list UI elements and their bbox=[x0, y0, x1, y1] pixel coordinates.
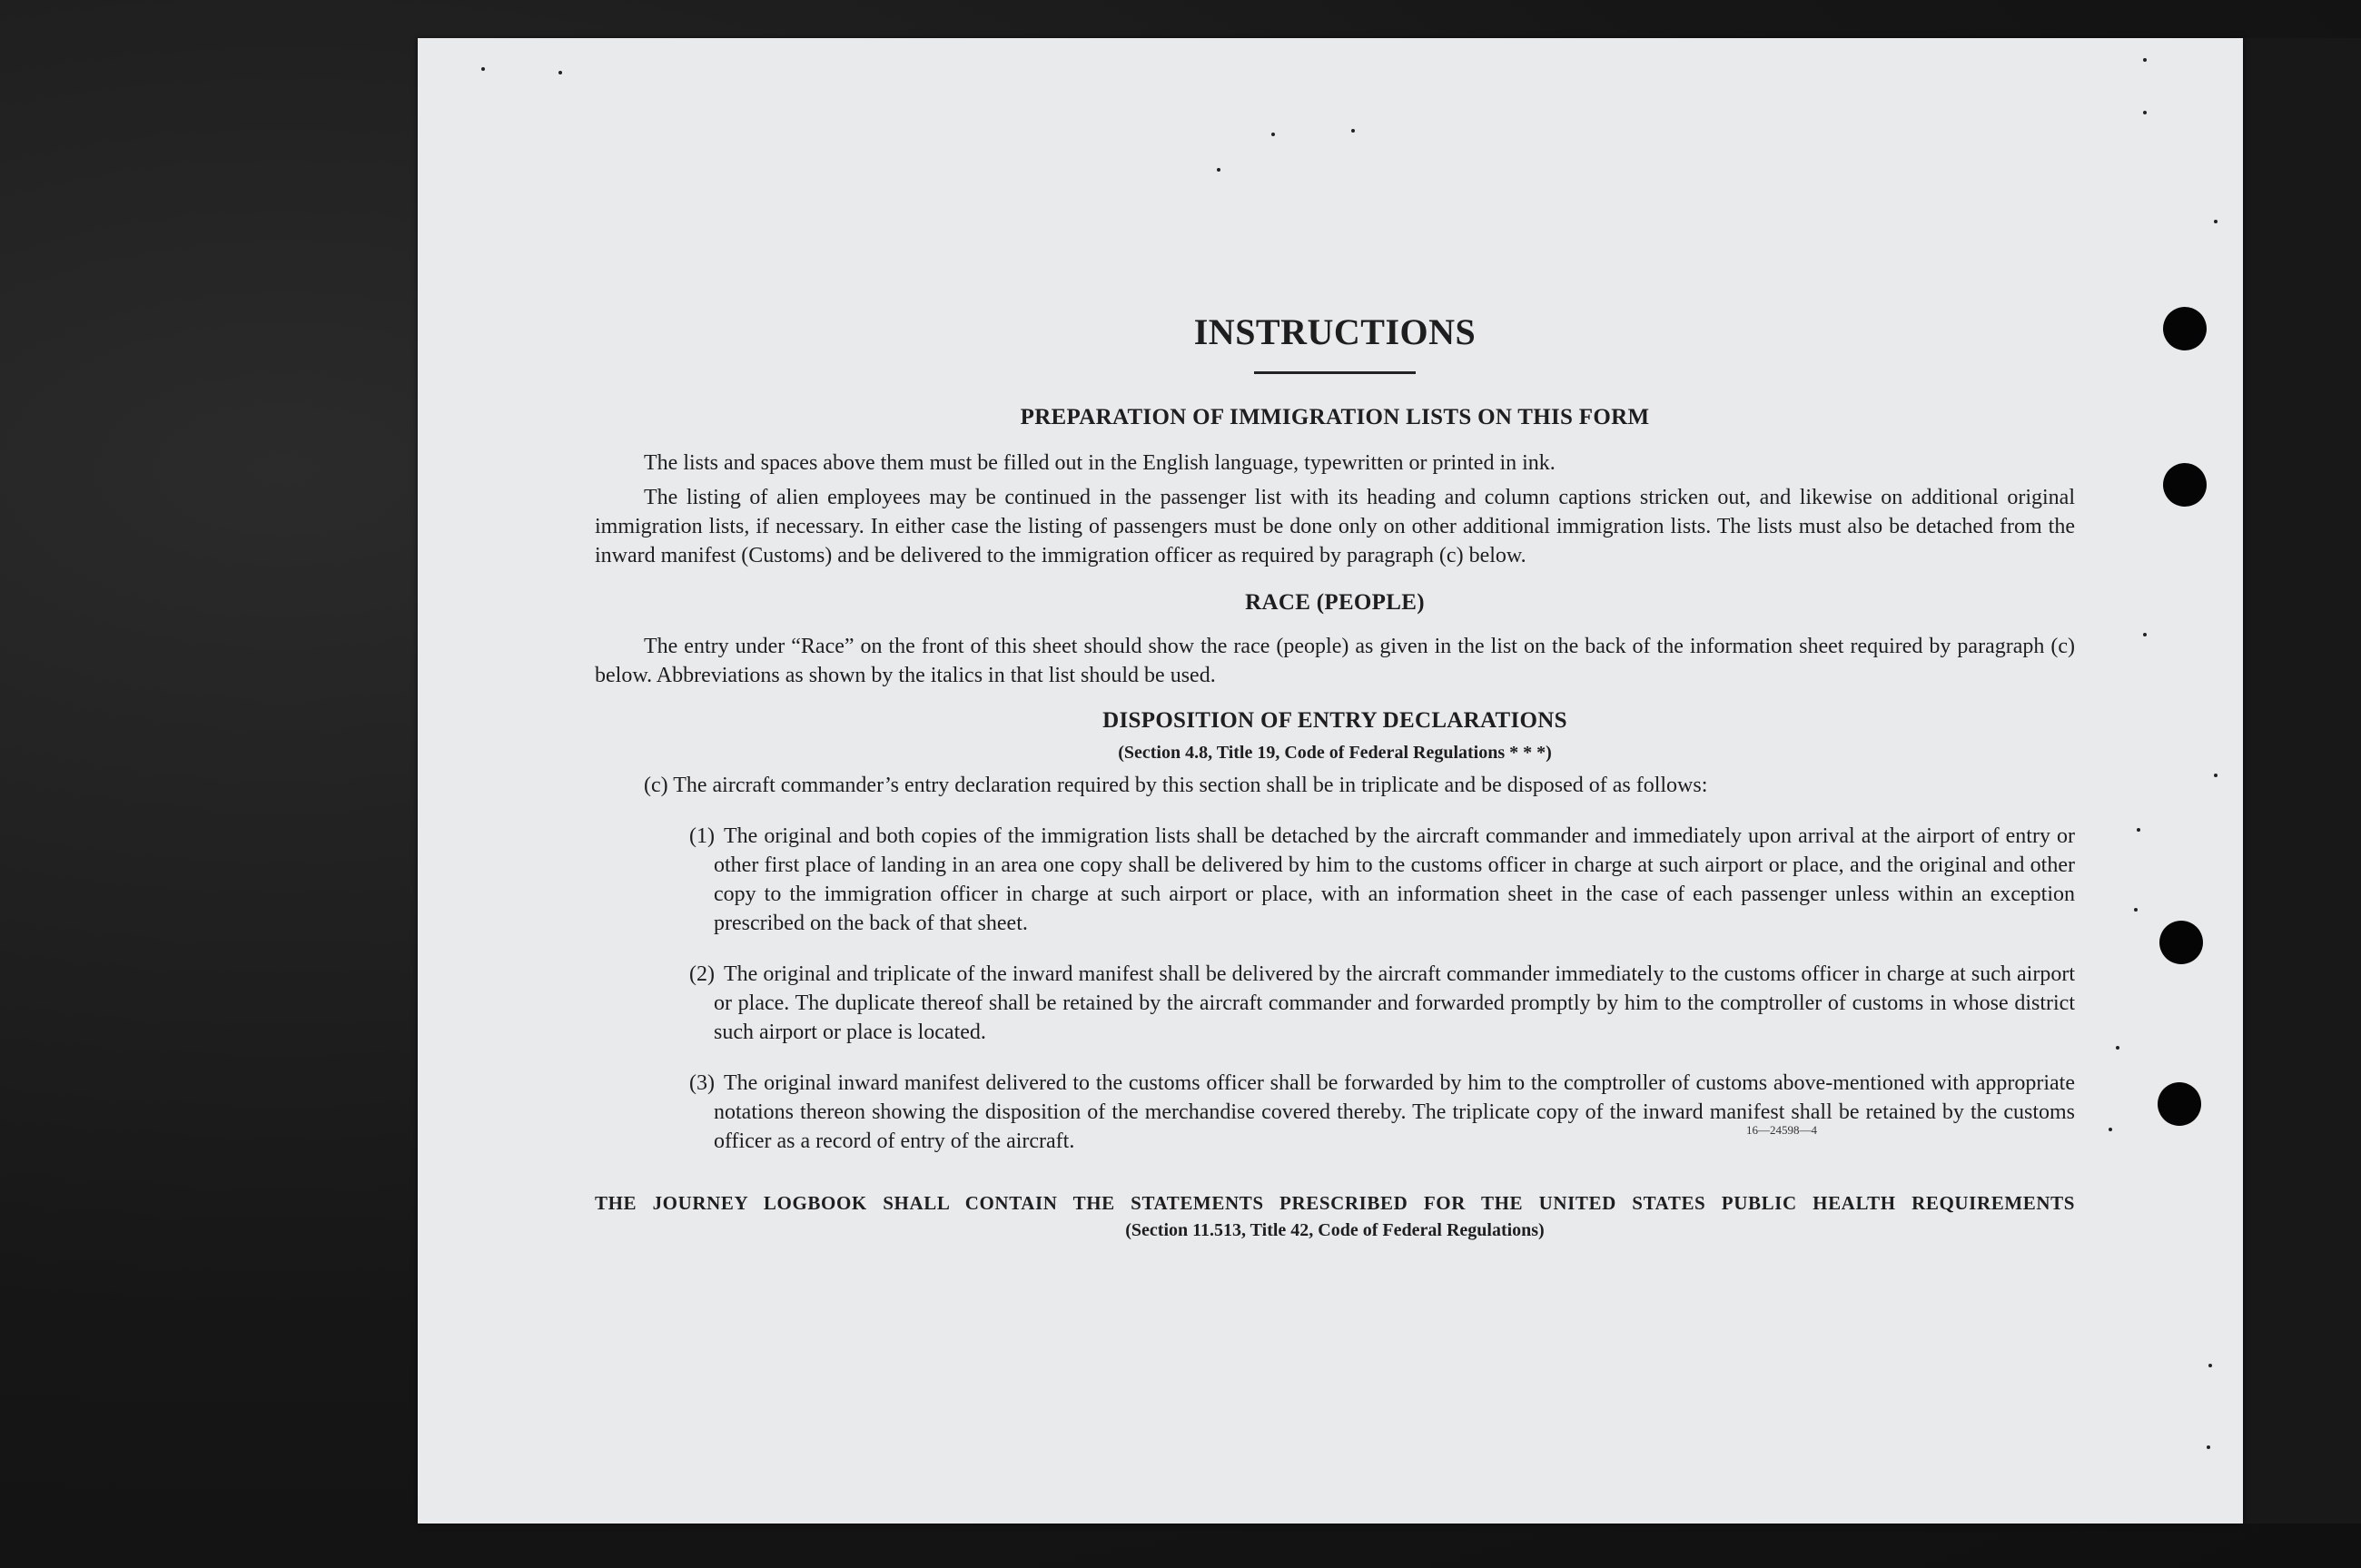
scan-speck bbox=[558, 71, 562, 74]
disposition-subheading: (Section 4.8, Title 19, Code of Federal Regulations * * *) bbox=[1118, 743, 1552, 763]
scan-speck bbox=[2143, 58, 2147, 62]
scan-speck bbox=[2214, 774, 2218, 777]
punch-hole bbox=[2163, 307, 2207, 350]
preparation-heading: PREPARATION OF IMMIGRATION LISTS ON THIS FORM bbox=[1020, 405, 1650, 429]
scan-speck bbox=[2143, 633, 2147, 636]
scan-speck bbox=[2134, 908, 2138, 912]
scan-speck bbox=[2137, 828, 2140, 832]
punch-hole bbox=[2159, 921, 2203, 964]
item-text: The original and triplicate of the inward manifest shall be delivered by the aircraft commander immediately to the customs officer in charge at such airport or place. The duplicate thereof shall be retained by the aircraft commander and forwarded promptly by him to the comptroller of customs in whose district such airport or place is located. bbox=[714, 962, 2075, 1044]
item-number: (3) bbox=[689, 1071, 715, 1095]
disposition-item-2 bbox=[689, 960, 2075, 1047]
disposition-item-1 bbox=[689, 822, 2075, 938]
instructions-content bbox=[595, 38, 2075, 1241]
title-underline bbox=[1254, 371, 1416, 374]
form-code: 16—24598—4 bbox=[1746, 1123, 1817, 1137]
scan-speck bbox=[2207, 1445, 2210, 1449]
disposition-heading: DISPOSITION OF ENTRY DECLARATIONS bbox=[1102, 708, 1567, 733]
item-number: (2) bbox=[689, 962, 715, 986]
scan-speck bbox=[2214, 220, 2218, 223]
scan-speck bbox=[481, 67, 485, 71]
public-health-citation: (Section 11.513, Title 42, Code of Federal Regulations) bbox=[1125, 1220, 1545, 1240]
scan-speck bbox=[2116, 1046, 2119, 1050]
race-paragraph: The entry under “Race” on the front of this sheet should show the race (people) as given in the list on the back of the information sheet required by paragraph (c) below. Abbreviations as shown by the italics in that list should be used. bbox=[595, 635, 2075, 687]
document-title: INSTRUCTIONS bbox=[1193, 311, 1477, 352]
scanner-edge bbox=[2243, 38, 2361, 1524]
scan-speck bbox=[2208, 1364, 2212, 1367]
punch-hole bbox=[2163, 463, 2207, 507]
punch-hole bbox=[2158, 1082, 2201, 1126]
document-sheet bbox=[418, 38, 2243, 1524]
preparation-paragraph-1: The lists and spaces above them must be filled out in the English language, typewritten or printed in ink. bbox=[644, 451, 1556, 475]
scan-speck bbox=[2109, 1128, 2112, 1131]
public-health-notice: THE JOURNEY LOGBOOK SHALL CONTAIN THE STATEMENTS PRESCRIBED FOR THE UNITED STATES PUBLIC HEALTH REQUIREMENTS bbox=[595, 1192, 2075, 1214]
preparation-paragraph-2: The listing of alien employees may be continued in the passenger list with its heading and column captions stricken out, and likewise on additional original immigration lists, if necessary. In either case the listing of passengers must be done only on other additional immigration lists. The lists must also be detached from the inward manifest (Customs) and be delivered to the immigration officer as required by paragraph (c) below. bbox=[595, 486, 2075, 567]
scan-speck bbox=[2143, 111, 2147, 114]
item-text: The original inward manifest delivered to the customs officer shall be forwarded by him to the comptroller of customs above-mentioned with appropriate notations thereon showing the disposition of the merchandise covered thereby. The triplicate copy of the inward manifest shall be retained by the customs officer as a record of entry of the aircraft. bbox=[714, 1071, 2075, 1153]
item-text: The original and both copies of the immigration lists shall be detached by the aircraft commander and immediately upon arrival at the airport of entry or other first place of landing in an area one copy shall be delivered by him to the customs officer in charge at such airport or place, and the original and other copy to the immigration officer in charge at such airport or place, with an information sheet in the case of each passenger unless within an exception prescribed on the back of that sheet. bbox=[714, 824, 2075, 935]
disposition-intro: (c) The aircraft commander’s entry declaration required by this section shall be in triplicate and be disposed of as follows: bbox=[644, 774, 1708, 797]
race-heading: RACE (PEOPLE) bbox=[1245, 590, 1425, 615]
disposition-item-3 bbox=[689, 1069, 2075, 1156]
item-number: (1) bbox=[689, 824, 715, 848]
